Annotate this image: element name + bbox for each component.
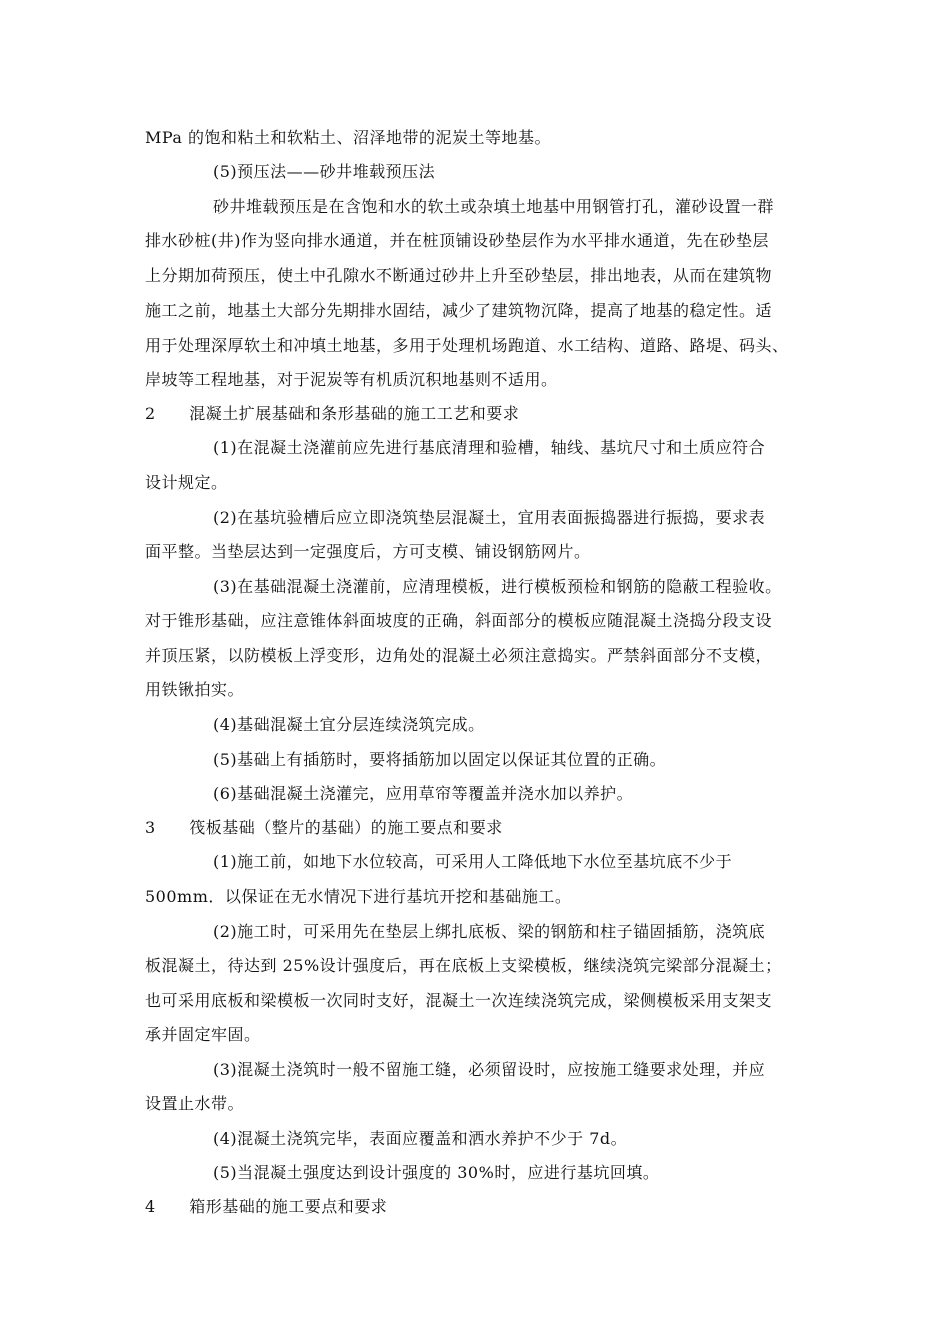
text-line: 岸坡等工程地基，对于泥炭等有机质沉积地基则不适用。 [145, 370, 558, 389]
text-line: 对于锥形基础，应注意锥体斜面坡度的正确，斜面部分的模板应随混凝土浇捣分段支设 [145, 611, 773, 630]
text-line: 承并固定牢固。 [145, 1025, 261, 1044]
text-line: 用铁锹拍实。 [145, 680, 245, 699]
text-line: 也可采用底板和梁模板一次同时支好，混凝土一次连续浇筑完成，梁侧模板采用支架支 [145, 991, 773, 1010]
text-line: (5)预压法——砂井堆载预压法 [213, 162, 436, 181]
text-line: (1)施工前，如地下水位较高，可采用人工降低地下水位至基坑底不少于 [213, 852, 733, 871]
text-line: 用于处理深厚软土和冲填土地基，多用于处理机场跑道、水工结构、道路、路堤、码头、 [145, 336, 789, 355]
text-line: 并顶压紧，以防模板上浮变形，边角处的混凝土必须注意捣实。严禁斜面部分不支模， [145, 646, 773, 665]
text-line: MPa 的饱和粘土和软粘土、沼泽地带的泥炭土等地基。 [145, 128, 552, 147]
section-heading: 4 箱形基础的施工要点和要求 [145, 1197, 388, 1216]
text-line: (5)当混凝土强度达到设计强度的 30%时，应进行基坑回填。 [213, 1163, 660, 1182]
text-line: 排水砂桩(井)作为竖向排水通道，并在桩顶铺设砂垫层作为水平排水通道，先在砂垫层 [145, 231, 769, 250]
text-line: (5)基础上有插筋时，要将插筋加以固定以保证其位置的正确。 [213, 750, 667, 769]
text-line: (4)混凝土浇筑完毕，表面应覆盖和洒水养护不少于 7d。 [213, 1129, 628, 1148]
section-heading: 3 筏板基础（整片的基础）的施工要点和要求 [145, 818, 503, 837]
text-line: (1)在混凝土浇灌前应先进行基底清理和验槽，轴线、基坑尺寸和土质应符合 [213, 438, 766, 457]
section-heading: 2 混凝土扩展基础和条形基础的施工工艺和要求 [145, 404, 520, 423]
text-line: 500mm．以保证在无水情况下进行基坑开挖和基础施工。 [145, 887, 572, 906]
text-line: (4)基础混凝土宜分层连续浇筑完成。 [213, 715, 485, 734]
text-line: 板混凝土，待达到 25%设计强度后，再在底板上支梁模板，继续浇筑完梁部分混凝土； [145, 956, 782, 975]
text-line: 砂井堆载预压是在含饱和水的软土或杂填土地基中用钢管打孔，灌砂设置一群 [213, 197, 775, 216]
text-line: 面平整。当垫层达到一定强度后，方可支模、铺设钢筋网片。 [145, 542, 591, 561]
text-line: 施工之前，地基土大部分先期排水固结，减少了建筑物沉降，提高了地基的稳定性。适 [145, 301, 773, 320]
text-line: 设计规定。 [145, 473, 228, 492]
text-line: (3)在基础混凝土浇灌前，应清理模板，进行模板预检和钢筋的隐蔽工程验收。 [213, 577, 782, 596]
text-line: 上分期加荷预压，使土中孔隙水不断通过砂井上升至砂垫层，排出地表，从而在建筑物 [145, 266, 773, 285]
text-line: (6)基础混凝土浇灌完，应用草帘等覆盖并浇水加以养护。 [213, 784, 634, 803]
text-line: (2)在基坑验槽后应立即浇筑垫层混凝土，宜用表面振捣器进行振捣，要求表 [213, 508, 766, 527]
text-line: 设置止水带。 [145, 1094, 245, 1113]
text-line: (3)混凝土浇筑时一般不留施工缝，必须留设时，应按施工缝要求处理，并应 [213, 1060, 766, 1079]
text-line: (2)施工时，可采用先在垫层上绑扎底板、梁的钢筋和柱子锚固插筋，浇筑底 [213, 922, 766, 941]
